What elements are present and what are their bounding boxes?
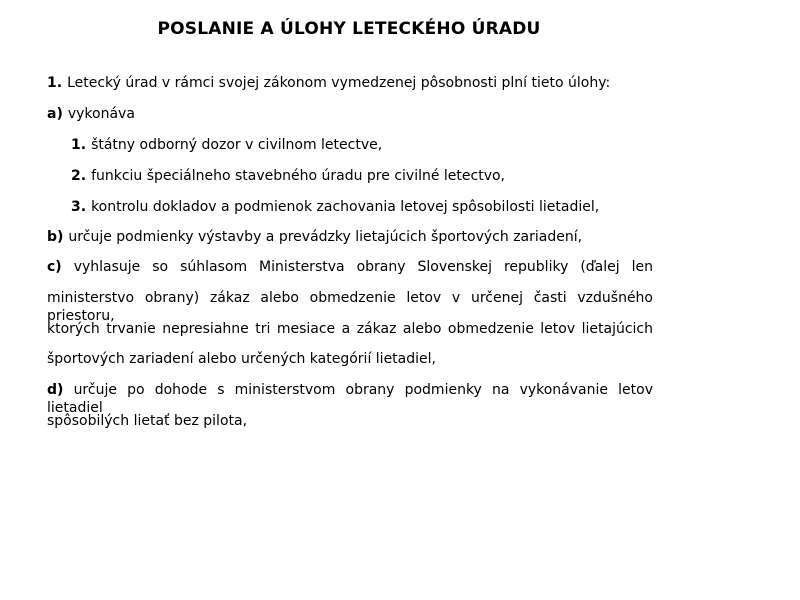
item-b-text: určuje podmienky výstavby a prevádzky lietajúcich športových zariadení, <box>68 229 583 245</box>
item-c-text: vyhlasuje so súhlasom Ministerstva obrany Slovenskej republiky (ďalej len <box>73 259 654 275</box>
item-a-subitem-text: kontrolu dokladov a podmienok zachovania letovej spôsobilosti lietadiel, <box>91 199 600 215</box>
item-c-text: ministerstvo obrany) zákaz alebo obmedzenie letov v určenej časti vzdušného priestoru, <box>47 290 653 324</box>
item-a-subitem-marker: 2. <box>71 168 87 184</box>
item-a-subitem <box>71 136 382 154</box>
paragraph-1 <box>47 74 610 92</box>
item-c-text: ktorých trvanie nepresiahne tri mesiace a zákaz alebo obmedzenie letov lietajúcich <box>47 321 653 337</box>
item-c-line-3 <box>47 320 653 338</box>
item-c-line-1 <box>47 258 653 276</box>
item-a-subitem <box>71 167 505 185</box>
item-d-marker: d) <box>47 382 64 398</box>
page-title: POSLANIE A ÚLOHY LETECKÉHO ÚRADU <box>157 19 541 39</box>
item-b-marker: b) <box>47 229 64 245</box>
item-a-subitem-marker: 1. <box>71 137 87 153</box>
item-a-marker: a) <box>47 106 63 122</box>
item-a-text: vykonáva <box>67 106 135 122</box>
item-c-text: športových zariadení alebo určených kategórií lietadiel, <box>47 351 436 367</box>
item-a-subitem-marker: 3. <box>71 199 87 215</box>
item-c-marker: c) <box>47 259 62 275</box>
item-a <box>47 105 135 123</box>
item-d-text: spôsobilých lietať bez pilota, <box>47 413 248 429</box>
paragraph-1-marker: 1. <box>47 75 63 91</box>
item-a-subitem-text: štátny odborný dozor v civilnom letectve, <box>91 137 383 153</box>
item-a-subitem <box>71 198 599 216</box>
item-d-line-2 <box>47 412 247 430</box>
item-b <box>47 228 582 246</box>
item-a-subitem-text: funkciu špeciálneho stavebného úradu pre civilné letectvo, <box>91 168 505 184</box>
paragraph-1-text: Letecký úrad v rámci svojej zákonom vymedzenej pôsobnosti plní tieto úlohy: <box>67 75 611 91</box>
item-d-text: určuje po dohode s ministerstvom obrany podmienky na vykonávanie letov lietadiel <box>47 382 653 416</box>
item-c-line-4 <box>47 350 436 368</box>
